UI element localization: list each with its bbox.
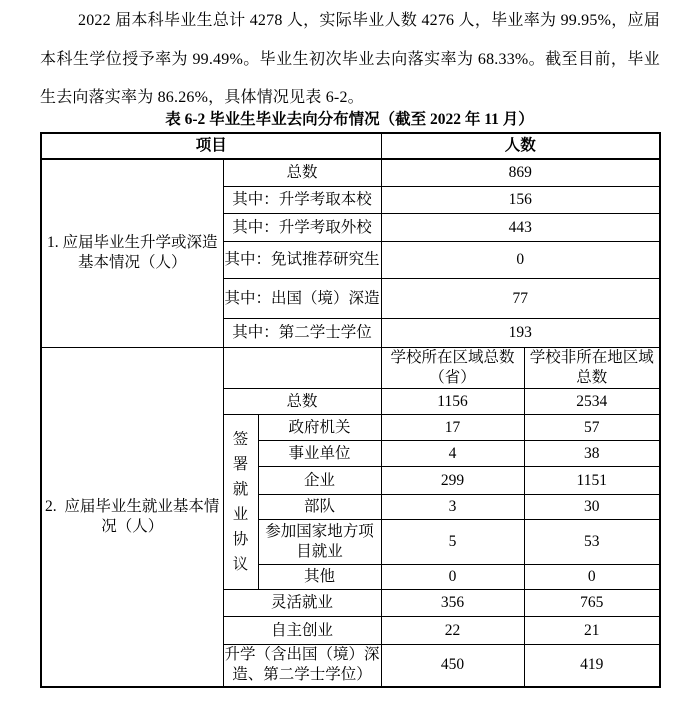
value-cell: 356 [381, 590, 524, 617]
value-cell: 5 [381, 520, 524, 565]
value-cell: 4 [381, 441, 524, 467]
non-region-col-header: 学校非所在地区域总数 [524, 348, 660, 389]
item-label-cell: 其中：免试推荐研究生 [223, 242, 381, 279]
value-cell: 156 [381, 187, 660, 214]
value-cell: 30 [524, 495, 660, 520]
header-cell-project: 项目 [41, 133, 381, 159]
item-label-cell: 总数 [223, 159, 381, 187]
item-label-cell: 事业单位 [258, 441, 381, 467]
item-label-cell: 其中：第二学士学位 [223, 319, 381, 348]
table-row [41, 159, 660, 187]
intro-paragraph: 2022 届本科毕业生总计 4278 人，实际毕业人数 4276 人，毕业率为 99.95%，应届本科生学位授予率为 99.49%。毕业生初次毕业去向落实率为 68.33%。截至目前，毕业生去向落实率为 86.26%，具体情况见表 6-2。 [40, 12, 660, 106]
value-cell: 53 [524, 520, 660, 565]
value-cell: 17 [381, 415, 524, 441]
value-cell: 765 [524, 590, 660, 617]
item-label-cell: 其中：升学考取外校 [223, 214, 381, 242]
header-cell-count: 人数 [381, 133, 660, 159]
item-label-cell: 其他 [258, 565, 381, 590]
value-cell: 450 [381, 645, 524, 687]
item-label-cell: 升学（含出国（境）深造、第二学士学位） [223, 645, 381, 687]
section1-label-cell: 1. 应届毕业生升学或深造基本情况（人） [41, 159, 223, 348]
value-cell: 77 [381, 279, 660, 319]
value-cell: 22 [381, 617, 524, 645]
value-cell: 299 [381, 467, 524, 495]
value-cell: 0 [381, 242, 660, 279]
value-cell: 21 [524, 617, 660, 645]
value-cell: 0 [381, 565, 524, 590]
table-header-row [41, 133, 660, 159]
value-cell: 0 [524, 565, 660, 590]
value-cell: 419 [524, 645, 660, 687]
value-cell: 869 [381, 159, 660, 187]
item-label-cell: 自主创业 [223, 617, 381, 645]
value-cell: 38 [524, 441, 660, 467]
value-cell: 1156 [381, 389, 524, 415]
value-cell: 57 [524, 415, 660, 441]
item-label-cell: 部队 [258, 495, 381, 520]
item-label-cell: 企业 [258, 467, 381, 495]
value-cell: 193 [381, 319, 660, 348]
item-label-cell: 其中：升学考取本校 [223, 187, 381, 214]
value-cell: 443 [381, 214, 660, 242]
agreement-vertical-label: 签署就业协议 [232, 431, 249, 573]
region-col-header: 学校所在区域总数（省） [381, 348, 524, 389]
empty-cell [223, 348, 381, 389]
item-label-cell: 参加国家地方项目就业 [258, 520, 381, 565]
item-label-cell: 灵活就业 [223, 590, 381, 617]
value-cell: 2534 [524, 389, 660, 415]
item-label-cell: 其中：出国（境）深造 [223, 279, 381, 319]
value-cell: 3 [381, 495, 524, 520]
item-label-cell: 总数 [223, 389, 381, 415]
value-cell: 1151 [524, 467, 660, 495]
agreement-vertical-label-cell [223, 415, 258, 590]
graduate-destination-table [40, 132, 661, 688]
table-title: 表 6-2 毕业生毕业去向分布情况（截至 2022 年 11 月） [165, 110, 534, 128]
item-label-cell: 政府机关 [258, 415, 381, 441]
section2-label-cell: 2. 应届毕业生就业基本情况（人） [41, 348, 223, 687]
table-row [41, 348, 660, 389]
